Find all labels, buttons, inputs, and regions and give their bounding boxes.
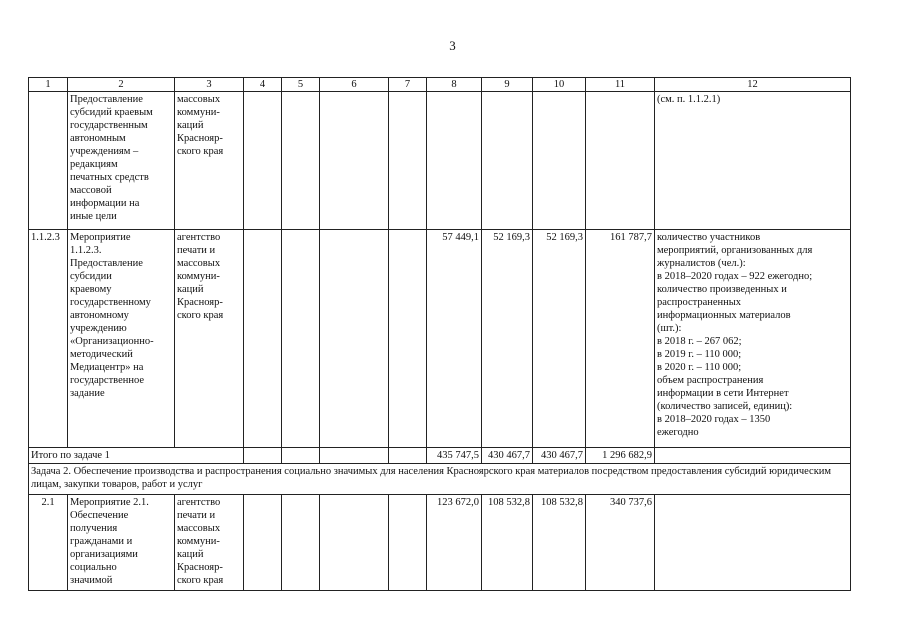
cell-amount: 57 449,1: [427, 230, 482, 448]
cell-amount: 108 532,8: [533, 495, 586, 591]
table-row-total-task-1: [29, 448, 851, 464]
table-row-2-1: [29, 495, 851, 591]
column-number: 6: [320, 78, 389, 92]
cell-amount: [482, 92, 533, 230]
column-number: 9: [482, 78, 533, 92]
column-number: 7: [389, 78, 427, 92]
column-number: 1: [29, 78, 68, 92]
cell-empty: [389, 495, 427, 591]
table-row-continuation: [29, 92, 851, 230]
cell-amount: 123 672,0: [427, 495, 482, 591]
cell-amount: 52 169,3: [533, 230, 586, 448]
cell-empty: [320, 495, 389, 591]
cell-measure-name: Мероприятие 2.1. Обеспечение получения гражданами и организациями социально значимой: [68, 495, 175, 591]
cell-amount: 52 169,3: [482, 230, 533, 448]
cell-empty: [244, 495, 282, 591]
table-row-1-1-2-3: [29, 230, 851, 448]
column-number: 2: [68, 78, 175, 92]
cell-expected-result: количество участников мероприятий, организованных для журналистов (чел.): в 2018–2020 годах – 922 ежегодно; количество произведенных и распространенных информационных материалов (шт.): в 2018 г. – 267 062; в 2019 г. – 110 000; в 2020 г. – 110 000; объем распространения информации в сети Интернет (количество записей, единиц): в 2018–2020 годах – 1350 ежегодно: [655, 230, 851, 448]
column-number: 3: [175, 78, 244, 92]
cell-empty: [282, 448, 320, 464]
cell-amount: 340 737,6: [586, 495, 655, 591]
cell-empty: [244, 230, 282, 448]
cell-empty: [282, 495, 320, 591]
cell-total-amount: 1 296 682,9: [586, 448, 655, 464]
cell-total-amount: 435 747,5: [427, 448, 482, 464]
page-number: 3: [449, 38, 456, 53]
cell-empty: [389, 230, 427, 448]
program-measures-table: [28, 77, 851, 591]
cell-amount: [533, 92, 586, 230]
column-number: 5: [282, 78, 320, 92]
cell-amount: [586, 92, 655, 230]
cell-empty: [282, 92, 320, 230]
column-numbers-row: [29, 78, 851, 92]
cell-item-number: 2.1: [29, 495, 68, 591]
cell-total-amount: 430 467,7: [533, 448, 586, 464]
cell-item-number: [29, 92, 68, 230]
column-number: 4: [244, 78, 282, 92]
cell-task-title: Задача 2. Обеспечение производства и распространения социально значимых для населения Красноярского края материалов посредством предоставления субсидий юридическим лицам, закупки товаров, работ и услуг: [29, 464, 851, 495]
column-number: 10: [533, 78, 586, 92]
cell-measure-name: Предоставление субсидий краевым государственным автономным учреждениям – редакциям печатных средств массовой информации на иные цели: [68, 92, 175, 230]
cell-total-label: Итого по задаче 1: [29, 448, 244, 464]
column-number: 12: [655, 78, 851, 92]
cell-empty: [320, 448, 389, 464]
cell-empty: [389, 92, 427, 230]
cell-empty: [320, 92, 389, 230]
column-number: 11: [586, 78, 655, 92]
cell-amount: 161 787,7: [586, 230, 655, 448]
cell-empty: [655, 448, 851, 464]
cell-amount: 108 532,8: [482, 495, 533, 591]
cell-executor: агентство печати и массовых коммуни- каций Краснояр- ского края: [175, 230, 244, 448]
cell-empty: [244, 92, 282, 230]
cell-empty: [282, 230, 320, 448]
cell-amount: [427, 92, 482, 230]
table-row-task-2-title: [29, 464, 851, 495]
column-number: 8: [427, 78, 482, 92]
cell-expected-result: (см. п. 1.1.2.1): [655, 92, 851, 230]
cell-executor: массовых коммуни- каций Краснояр- ского края: [175, 92, 244, 230]
cell-empty: [320, 230, 389, 448]
cell-expected-result: [655, 495, 851, 591]
cell-measure-name: Мероприятие 1.1.2.3. Предоставление субсидии краевому государственному автономному учреждению «Организационно- методический Медиацентр» на государственное задание: [68, 230, 175, 448]
cell-item-number: 1.1.2.3: [29, 230, 68, 448]
cell-total-amount: 430 467,7: [482, 448, 533, 464]
cell-empty: [389, 448, 427, 464]
cell-empty: [244, 448, 282, 464]
cell-executor: агентство печати и массовых коммуни- каций Краснояр- ского края: [175, 495, 244, 591]
